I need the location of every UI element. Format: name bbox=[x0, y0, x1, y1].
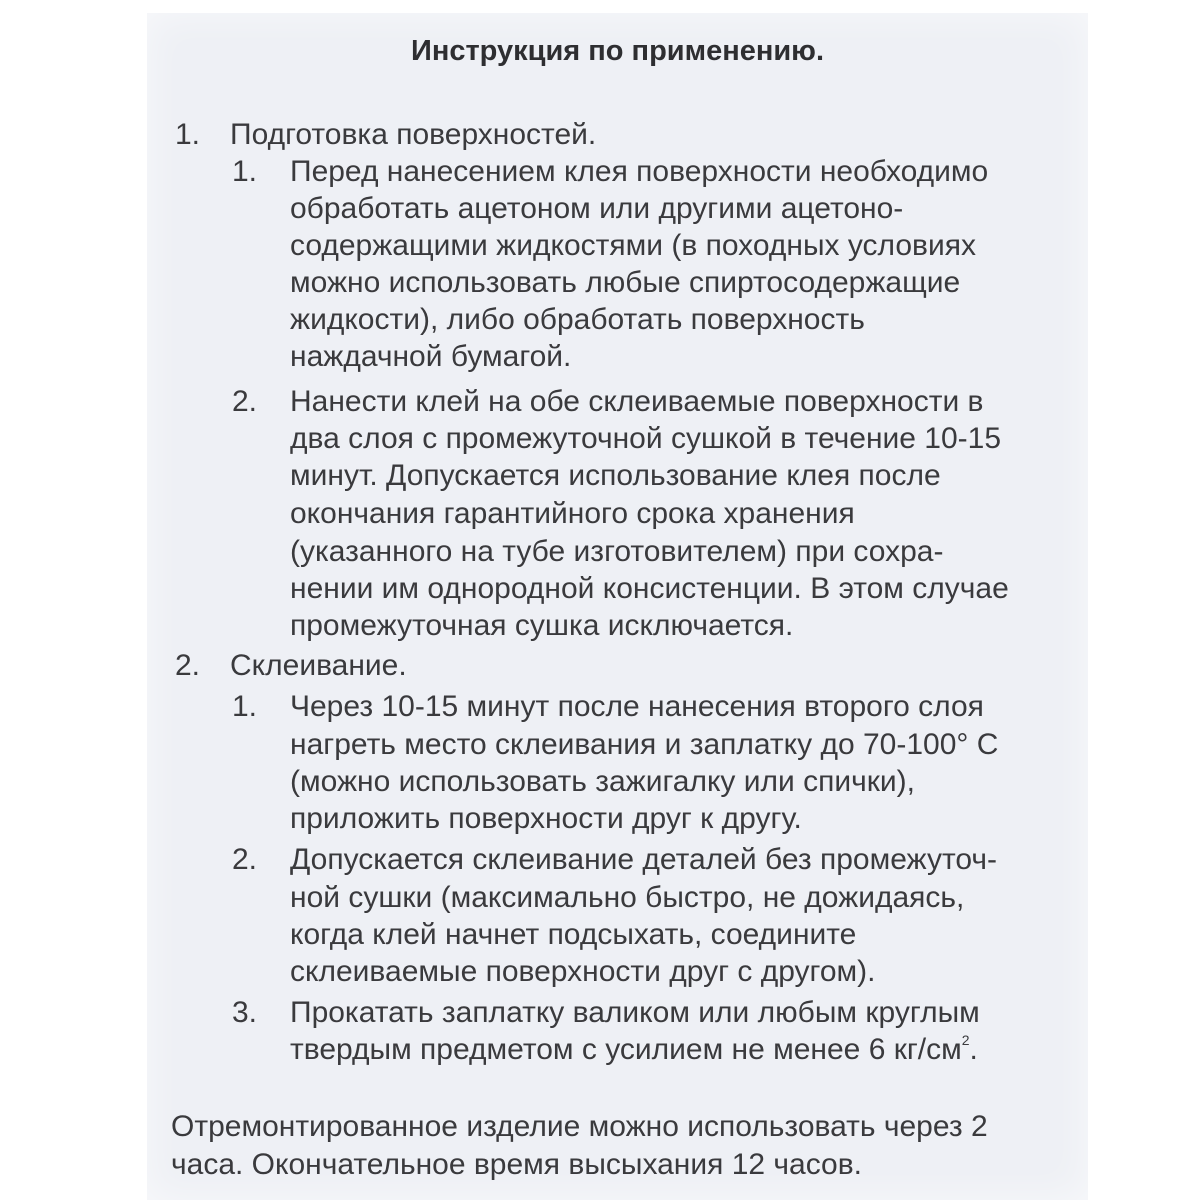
item-line: Через 10-15 минут после нанесения второго слоя bbox=[290, 690, 984, 723]
item-line: нении им однородной консистенции. В этом случае bbox=[290, 572, 1009, 605]
section-number: 2. bbox=[175, 649, 201, 682]
item-number: 3. bbox=[232, 996, 258, 1029]
item-line: ной сушки (максимально быстро, не дожидаясь, bbox=[290, 881, 965, 914]
item-number: 1. bbox=[232, 155, 258, 188]
item-line: Допускается склеивание деталей без промежуточ- bbox=[290, 843, 997, 876]
item-line-period: . bbox=[969, 1033, 978, 1066]
item-number: 2. bbox=[232, 385, 258, 418]
item-line-text: твердым предметом с усилием не менее 6 кг/см bbox=[290, 1033, 962, 1066]
item-line: промежуточная сушка исключается. bbox=[290, 609, 794, 642]
item-number: 1. bbox=[232, 690, 258, 723]
item-line: наждачной бумагой. bbox=[290, 340, 572, 373]
footer-line: Отремонтированное изделие можно использовать через 2 bbox=[171, 1110, 988, 1143]
item-line: Прокатать заплатку валиком или любым круглым bbox=[290, 996, 980, 1029]
item-line: (указанного на тубе изготовителем) при сохра- bbox=[290, 535, 944, 568]
item-line: можно использовать любые спиртосодержащие bbox=[290, 266, 961, 299]
section-heading: Подготовка поверхностей. bbox=[230, 118, 597, 151]
item-line: обработать ацетоном или другими ацетоно- bbox=[290, 192, 904, 225]
item-line: минут. Допускается использование клея после bbox=[290, 459, 941, 492]
superscript-exponent: 2 bbox=[961, 1032, 970, 1048]
item-line: приложить поверхности друг к другу. bbox=[290, 802, 802, 835]
item-line: содержащими жидкостями (в походных условиях bbox=[290, 229, 976, 262]
item-line: когда клей начнет подсыхать, соедините bbox=[290, 918, 857, 951]
section-number: 1. bbox=[175, 118, 201, 151]
section-heading: Склеивание. bbox=[230, 649, 407, 682]
item-line: жидкости), либо обработать поверхность bbox=[290, 303, 865, 336]
item-line: (можно использовать зажигалку или спички), bbox=[290, 765, 915, 798]
item-line-last bbox=[290, 1031, 978, 1068]
item-line: склеиваемые поверхности друг с другом). bbox=[290, 955, 876, 988]
item-line: окончания гарантийного срока хранения bbox=[290, 497, 855, 530]
footer-line: часа. Окончательное время высыхания 12 часов. bbox=[171, 1148, 863, 1181]
item-line: Перед нанесением клея поверхности необходимо bbox=[290, 155, 989, 188]
document-title: Инструкция по применению. bbox=[410, 35, 825, 67]
item-line: Нанести клей на обе склеиваемые поверхности в bbox=[290, 385, 984, 418]
item-line: нагреть место склеивания и заплатку до 70-100° С bbox=[290, 728, 999, 761]
item-line: два слоя с промежуточной сушкой в течение 10-15 bbox=[290, 422, 1002, 455]
item-number: 2. bbox=[232, 843, 258, 876]
